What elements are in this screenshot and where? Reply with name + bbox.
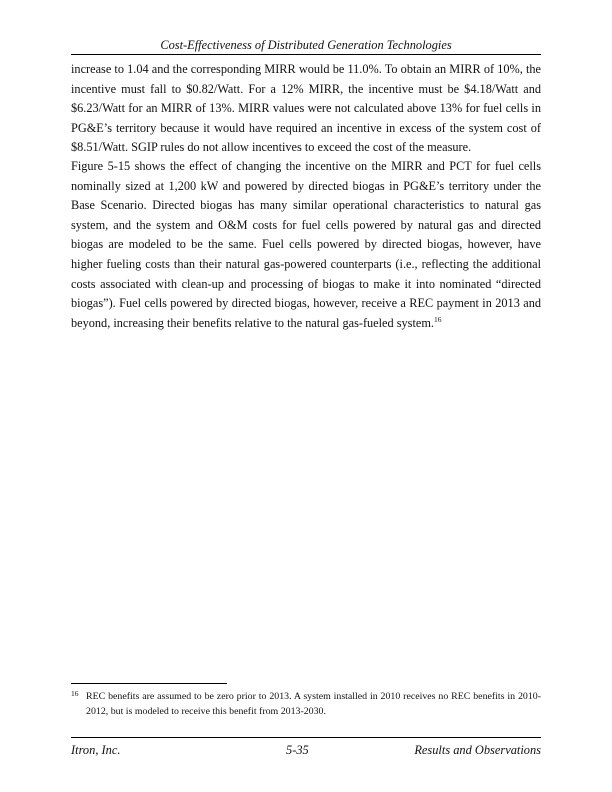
running-header: Cost-Effectiveness of Distributed Generation Technologies — [160, 38, 452, 52]
footnote-reference[interactable]: 16 — [433, 314, 442, 324]
footer-rule — [71, 737, 541, 738]
page-number: 5-35 — [286, 743, 309, 757]
body-paragraph-1: increase to 1.04 and the corresponding MIRR would be 11.0%. To obtain an MIRR of 10%, the incentive must fall to $0.82/Watt. For a 12% MIRR, the incentive must be $4.18/Watt and $6.23/Watt for an MIRR of 13%. MIRR values were not calculated above 13% for fuel cells in PG&E’s territory because it would have required an incentive in excess of the system cost of $8.51/Watt. SGIP rules do not allow incentives to exceed the cost of the measure. — [71, 62, 541, 155]
footnote: 16 REC benefits are assumed to be zero prior to 2013. A system installed in 2010 receives no REC benefits in 2010-2012, but is modeled to receive this benefit from 2013-2030. — [71, 690, 541, 719]
footer-section: Results and Observations — [414, 743, 541, 757]
footer-company: Itron, Inc. — [71, 743, 121, 757]
paragraph-2-text: Figure 5-15 shows the effect of changing the incentive on the MIRR and PCT for fuel cells nominally sized at 1,200 kW and powered by directed biogas in PG&E’s territory under the Base Scenario. Directed biogas has many similar operational characteristics to natural gas system, and the system and O&M costs for fuel cells powered by natural gas and directed biogas are modeled to be the same. Fuel cells powered by directed biogas, however, have higher fueling costs than their natural gas-powered counterparts (i.e., reflecting the additional costs associated with clean-up and processing of biogas to make it into nominated “directed biogas”). Fuel cells powered by directed biogas, however, receive a REC payment in 2013 and beyond, increasing their benefits relative to the natural gas-fueled system. — [71, 159, 541, 330]
footnote-text: REC benefits are assumed to be zero prior to 2013. A system installed in 2010 receives no REC benefits in 2010-2012, but is modeled to receive this benefit from 2013-2030. — [86, 691, 541, 717]
header-rule — [71, 54, 541, 55]
footnote-separator — [71, 683, 227, 684]
body-paragraph-2 — [71, 157, 541, 333]
